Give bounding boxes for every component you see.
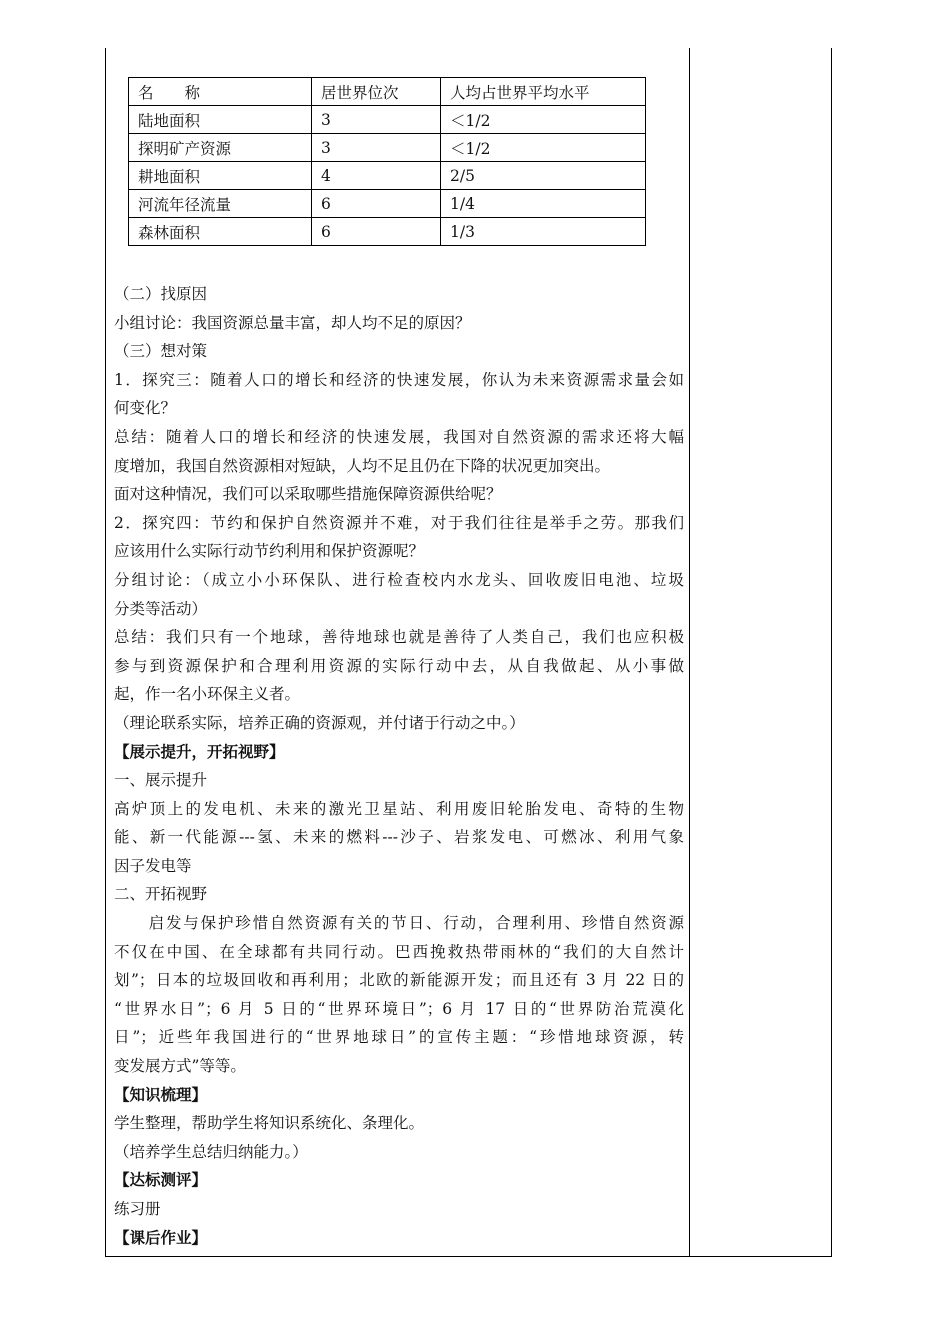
cell-name: 森林面积 — [129, 218, 312, 246]
text-line: （理论联系实际，培养正确的资源观，并付诸于行动之中。） — [114, 713, 525, 732]
text-line: 应该用什么实际行动节约利用和保护资源呢？ — [114, 542, 425, 561]
text-line: （三）想对策 — [114, 342, 208, 361]
text-line: 练习册 — [114, 1200, 161, 1218]
text-line: 分类等活动） — [114, 599, 208, 618]
text-line: 因子发电等 — [114, 856, 192, 875]
cell-per-capita: ＜1/2 — [441, 134, 646, 162]
cell-rank: 6 — [312, 190, 441, 218]
header-per-capita: 人均占世界平均水平 — [441, 78, 646, 106]
text-line: 一、展示提升 — [114, 771, 208, 790]
text-line: 能、新一代能源---氢、未来的燃料---沙子、岩浆发电、可燃冰、利用气象 — [114, 828, 684, 847]
text-line: 参与到资源保护和合理利用资源的实际行动中去，从自我做起、从小事做 — [114, 656, 684, 675]
table-row — [129, 190, 646, 218]
text-line: 学生整理，帮助学生将知识系统化、条理化。 — [114, 1114, 425, 1133]
text-line: “世界水日”；6 月 5 日的“世界环境日”；6 月 17 日的“世界防治荒漠化 — [114, 999, 684, 1018]
cell-rank: 3 — [312, 134, 441, 162]
text-line: 小组讨论：我国资源总量丰富，却人均不足的原因？ — [114, 313, 471, 332]
text-line: 面对这种情况，我们可以采取哪些措施保障资源供给呢？ — [114, 485, 502, 504]
cell-name: 河流年径流量 — [129, 190, 312, 218]
text-line: 起，作一名小环保主义者。 — [114, 685, 301, 704]
table-row — [129, 218, 646, 246]
cell-rank: 4 — [312, 162, 441, 190]
text-line: （培养学生总结归纳能力。） — [114, 1142, 308, 1161]
text-line: 日”；近些年我国进行的“世界地球日”的宣传主题：“珍惜地球资源，转 — [114, 1028, 684, 1047]
table-row — [129, 162, 646, 190]
text-line: 1．探究三：随着人口的增长和经济的快速发展，你认为未来资源需求量会如 — [114, 370, 684, 389]
header-rank: 居世界位次 — [312, 78, 441, 106]
text-line: 划”；日本的垃圾回收和再利用；北欧的新能源开发；而且还有 3 月 22 日的 — [114, 971, 684, 990]
text-line: 总结：随着人口的增长和经济的快速发展，我国对自然资源的需求还将大幅 — [114, 427, 684, 446]
cell-per-capita: ＜1/2 — [441, 106, 646, 134]
table-row — [129, 134, 646, 162]
header-name: 名 称 — [129, 78, 312, 106]
table-row — [129, 106, 646, 134]
cell-name: 耕地面积 — [129, 162, 312, 190]
text-line: 何变化？ — [114, 399, 177, 418]
section-heading: 【达标测评】 — [114, 1170, 208, 1190]
cell-per-capita: 2/5 — [441, 162, 646, 190]
cell-name: 探明矿产资源 — [129, 134, 312, 162]
text-line: 高炉顶上的发电机、未来的激光卫星站、利用废旧轮胎发电、奇特的生物 — [114, 799, 684, 818]
section-heading: 【知识梳理】 — [114, 1084, 208, 1104]
text-line: （二）找原因 — [114, 285, 208, 303]
table-header-row — [129, 78, 646, 106]
section-heading: 【课后作业】 — [114, 1227, 208, 1247]
text-line: 不仅在中国、在全球都有共同行动。巴西挽救热带雨林的“我们的大自然计 — [114, 942, 684, 961]
cell-per-capita: 1/4 — [441, 190, 646, 218]
text-line: 二、开拓视野 — [114, 885, 208, 904]
cell-rank: 3 — [312, 106, 441, 134]
text-line: 总结：我们只有一个地球，善待地球也就是善待了人类自己，我们也应积极 — [114, 628, 684, 647]
text-line: 启发与保护珍惜自然资源有关的节日、行动，合理利用、珍惜自然资源 — [114, 914, 684, 933]
cell-rank: 6 — [312, 218, 441, 246]
cell-name: 陆地面积 — [129, 106, 312, 134]
lesson-body-text — [114, 280, 684, 1252]
cell-per-capita: 1/3 — [441, 218, 646, 246]
section-heading: 【展示提升，开拓视野】 — [114, 741, 285, 761]
resource-table — [128, 77, 646, 246]
text-line: 2．探究四：节约和保护自然资源并不难，对于我们往往是举手之劳。那我们 — [114, 513, 684, 532]
column-divider — [689, 48, 690, 1257]
text-line: 度增加，我国自然资源相对短缺，人均不足且仍在下降的状况更加突出。 — [114, 456, 611, 475]
text-line: 变发展方式”等等。 — [114, 1057, 246, 1076]
text-line: 分组讨论：（成立小小环保队、进行检查校内水龙头、回收废旧电池、垃圾 — [114, 570, 684, 589]
